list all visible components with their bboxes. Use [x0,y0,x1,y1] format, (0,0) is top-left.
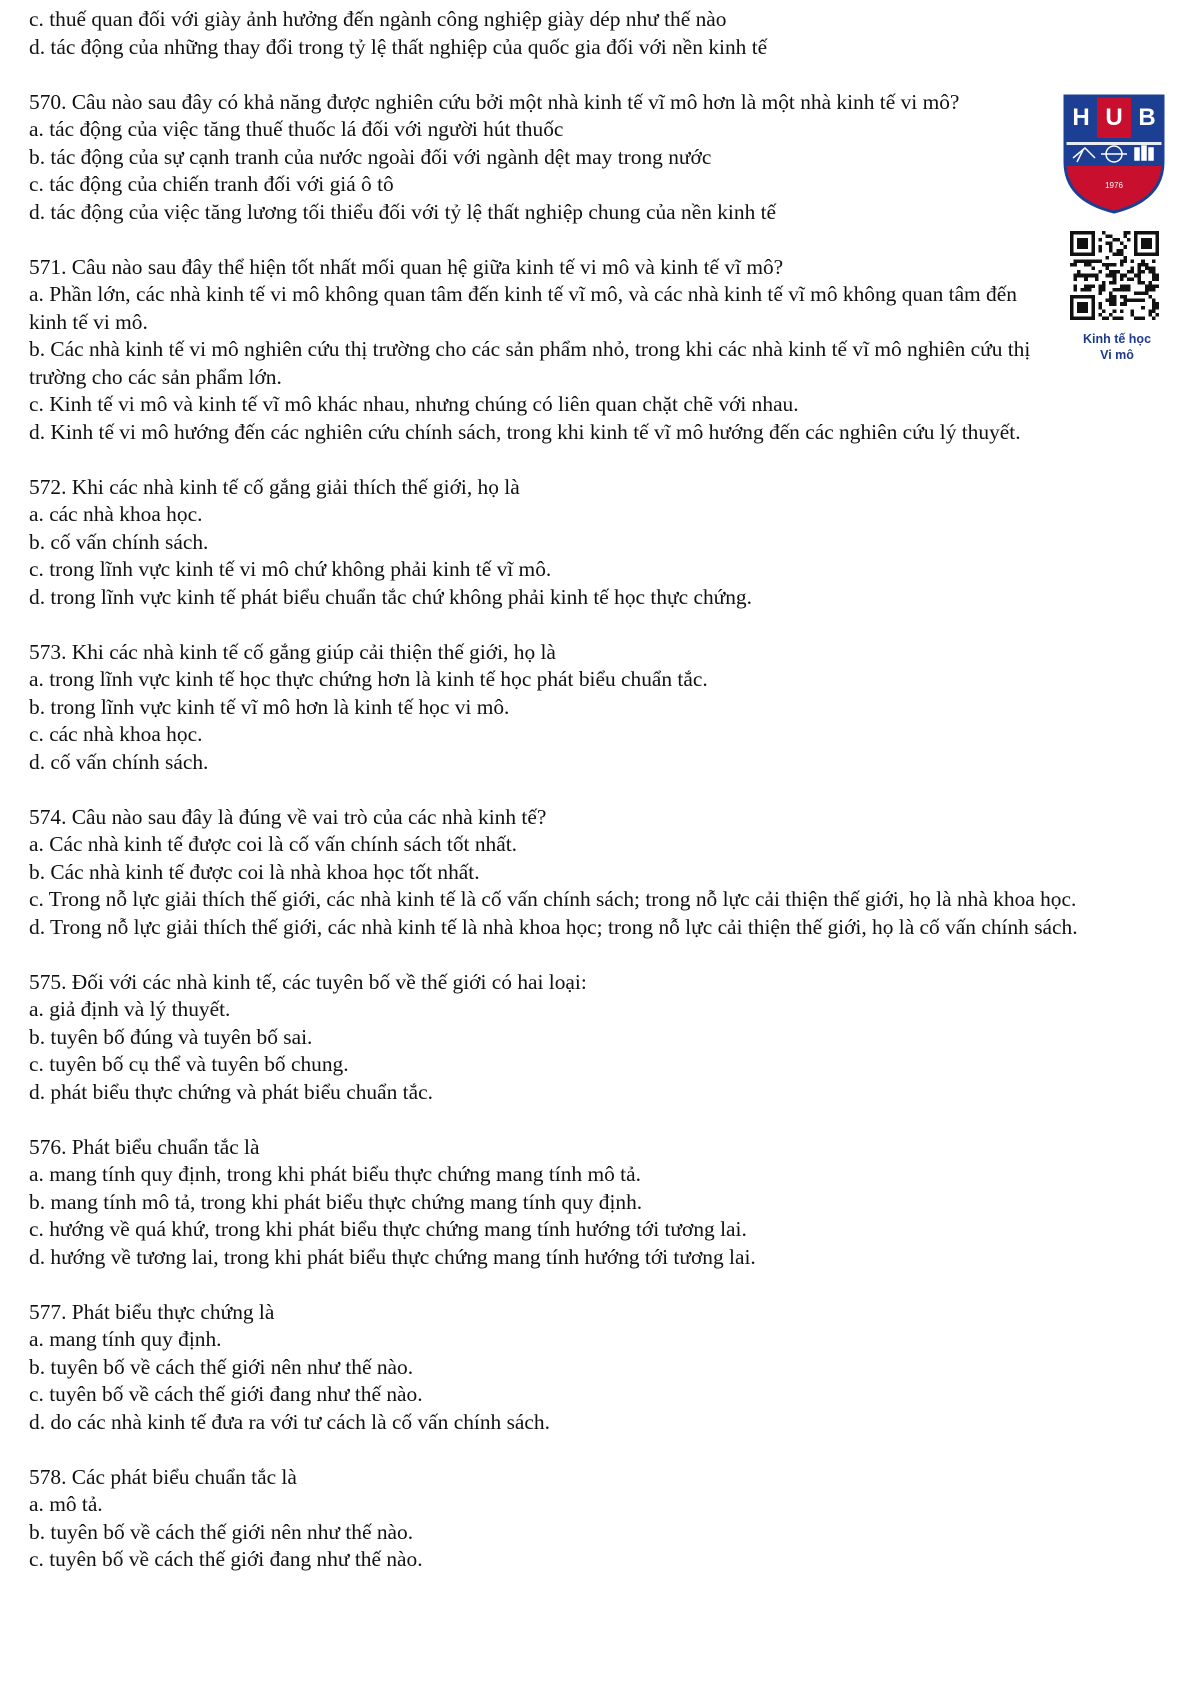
answer-option: c. tuyên bố về cách thế giới đang như thế nào. [29,1547,423,1571]
answer-option: a. mang tính quy định, trong khi phát biểu thực chứng mang tính mô tả. [29,1162,641,1186]
question-574: 574. Câu nào sau đây là đúng về vai trò của các nhà kinh tế? [29,804,547,829]
qr-caption-subtitle: Vi mô [1100,348,1134,362]
logo-year: 1976 [1105,181,1123,190]
answer-option: a. mang tính quy định. [29,1327,222,1351]
answer-option: a. Phần lớn, các nhà kinh tế vi mô không quan tâm đến kinh tế vĩ mô, và các nhà kinh tế vĩ mô không quan tâm đến kinh tế vi mô. [29,282,1017,334]
logo-letter-u: U [1105,104,1123,131]
answer-option: d. phát biểu thực chứng và phát biểu chuẩn tắc. [29,1079,433,1104]
answer-option: b. cố vấn chính sách. [29,529,209,554]
qr-code[interactable] [1070,231,1159,320]
answer-option: d. trong lĩnh vực kinh tế phát biểu chuẩn tắc chứ không phải kinh tế học thực chứng. [29,584,752,609]
question-570: 570. Câu nào sau đây có khả năng được nghiên cứu bởi một nhà kinh tế vĩ mô hơn là một nhà kinh tế vi mô? [29,89,960,114]
question-572: 572. Khi các nhà kinh tế cố gắng giải thích thế giới, họ là [29,474,520,499]
answer-option: d. hướng về tương lai, trong khi phát biểu thực chứng mang tính hướng tới tương lai. [29,1244,756,1269]
answer-option: c. Kinh tế vi mô và kinh tế vĩ mô khác nhau, nhưng chúng có liên quan chặt chẽ với nhau. [29,392,799,416]
answer-option: c. thuế quan đối với giày ảnh hưởng đến ngành công nghiệp giày dép như thế nào [29,7,727,31]
question-576: 576. Phát biểu chuẩn tắc là [29,1134,260,1159]
answer-option: b. tuyên bố đúng và tuyên bố sai. [29,1024,313,1049]
question-578: 578. Các phát biểu chuẩn tắc là [29,1464,297,1489]
answer-option: a. mô tả. [29,1492,103,1516]
answer-option: a. trong lĩnh vực kinh tế học thực chứng hơn là kinh tế học phát biểu chuẩn tắc. [29,667,708,691]
answer-option: d. Trong nỗ lực giải thích thế giới, các nhà kinh tế là nhà khoa học; trong nỗ lực cải thiện thế giới, họ là cố vấn chính sách. [29,914,1078,939]
answer-option: b. mang tính mô tả, trong khi phát biểu thực chứng mang tính quy định. [29,1189,643,1214]
answer-option: c. tuyên bố cụ thể và tuyên bố chung. [29,1052,349,1076]
answer-option: a. Các nhà kinh tế được coi là cố vấn chính sách tốt nhất. [29,832,517,856]
answer-option: c. Trong nỗ lực giải thích thế giới, các nhà kinh tế là cố vấn chính sách; trong nỗ lực cải thiện thế giới, họ là nhà khoa học. [29,887,1077,911]
answer-option: a. giả định và lý thuyết. [29,997,231,1021]
answer-option: a. các nhà khoa học. [29,502,203,526]
answer-option: b. tuyên bố về cách thế giới nên như thế nào. [29,1519,414,1544]
answer-option: b. Các nhà kinh tế được coi là nhà khoa học tốt nhất. [29,859,480,884]
qr-caption [1062,331,1172,363]
answer-option: c. các nhà khoa học. [29,722,203,746]
answer-option: c. trong lĩnh vực kinh tế vi mô chứ không phải kinh tế vĩ mô. [29,557,552,581]
question-list [29,6,1169,1574]
answer-option: d. cố vấn chính sách. [29,749,209,774]
logo-letter-h: H [1072,104,1090,131]
answer-option: b. tuyên bố về cách thế giới nên như thế nào. [29,1354,414,1379]
question-571: 571. Câu nào sau đây thể hiện tốt nhất mối quan hệ giữa kinh tế vi mô và kinh tế vĩ mô? [29,254,784,279]
answer-option: d. tác động của việc tăng lương tối thiểu đối với tỷ lệ thất nghiệp chung của nền kinh tế [29,199,777,224]
question-575: 575. Đối với các nhà kinh tế, các tuyên bố về thế giới có hai loại: [29,969,587,994]
question-573: 573. Khi các nhà kinh tế cố gắng giúp cải thiện thế giới, họ là [29,639,556,664]
answer-option: b. tác động của sự cạnh tranh của nước ngoài đối với ngành dệt may trong nước [29,144,712,169]
hub-logo [1061,92,1167,216]
answer-option: d. do các nhà kinh tế đưa ra với tư cách là cố vấn chính sách. [29,1409,550,1434]
question-577: 577. Phát biểu thực chứng là [29,1299,275,1324]
answer-option: c. tuyên bố về cách thế giới đang như thế nào. [29,1382,423,1406]
logo-letter-b: B [1138,104,1156,131]
qr-caption-title: Kinh tế học [1082,332,1152,346]
answer-option: c. hướng về quá khứ, trong khi phát biểu thực chứng mang tính hướng tới tương lai. [29,1217,747,1241]
answer-option: d. tác động của những thay đổi trong tỷ lệ thất nghiệp của quốc gia đối với nền kinh tế [29,34,768,59]
answer-option: c. tác động của chiến tranh đối với giá ô tô [29,172,394,196]
answer-option: a. tác động của việc tăng thuế thuốc lá đối với người hút thuốc [29,117,564,141]
answer-option: d. Kinh tế vi mô hướng đến các nghiên cứu chính sách, trong khi kinh tế vĩ mô hướng đến các nghiên cứu lý thuyết. [29,419,1021,444]
answer-option: b. Các nhà kinh tế vi mô nghiên cứu thị trường cho các sản phẩm nhỏ, trong khi các nhà kinh tế vĩ mô nghiên cứu thị trường cho các sản phẩm lớn. [29,337,1031,389]
answer-option: b. trong lĩnh vực kinh tế vĩ mô hơn là kinh tế học vi mô. [29,694,510,719]
